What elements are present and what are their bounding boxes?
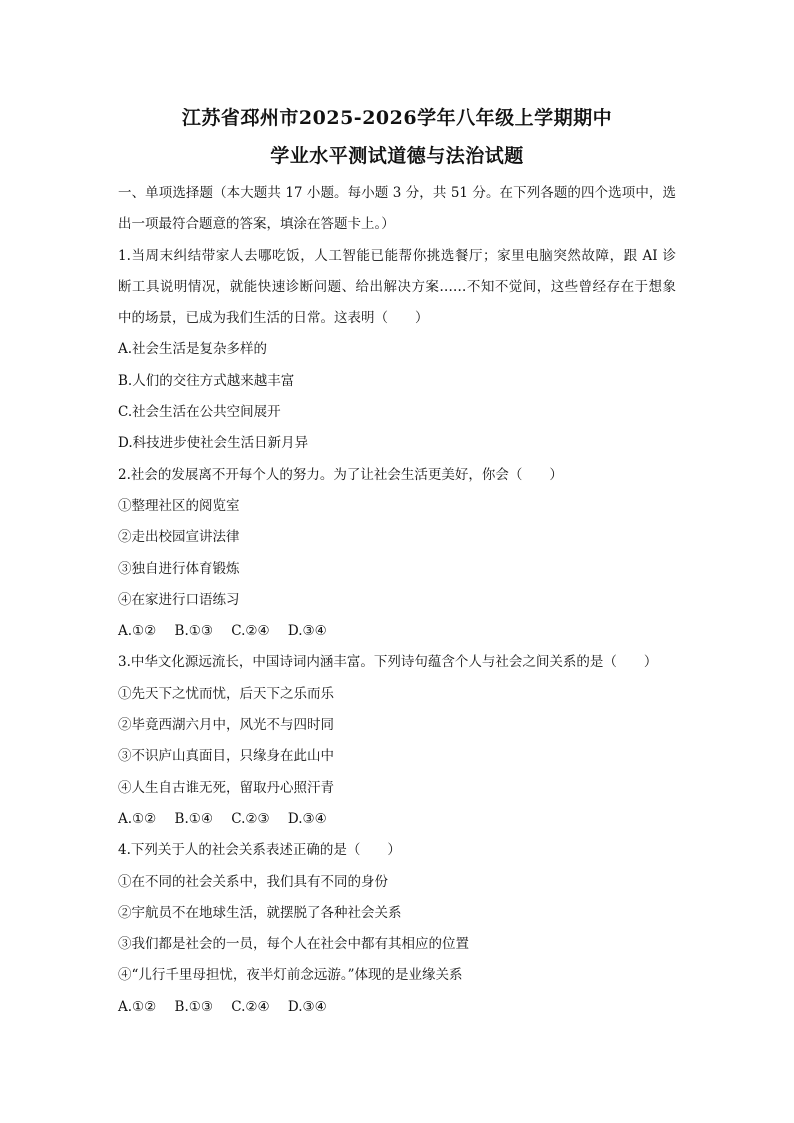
answer-choice: D.③④ bbox=[287, 998, 327, 1015]
answer-choice: A.①② bbox=[118, 998, 157, 1015]
question-3 bbox=[118, 647, 676, 835]
section-header-line: 出一项最符合题意的答案，填涂在答题卡上。） bbox=[118, 216, 395, 233]
answer-choices-row bbox=[118, 992, 676, 1023]
question-stem-line: 3.中华文化源远流长，中国诗词内涵丰富。下列诗句蕴含个人与社会之间关系的是（ ） bbox=[118, 654, 658, 671]
answer-choice: B.①④ bbox=[174, 810, 213, 827]
answer-choice: B.①③ bbox=[174, 623, 213, 640]
question-item: ①先天下之忧而忧，后天下之乐而乐 bbox=[118, 685, 334, 702]
question-item: ①在不同的社会关系中，我们具有不同的身份 bbox=[118, 873, 388, 890]
answer-option: D.科技进步使社会生活日新月异 bbox=[118, 435, 309, 452]
answer-choice: C.②③ bbox=[231, 810, 270, 827]
answer-option: C.社会生活在公共空间展开 bbox=[118, 404, 281, 421]
answer-option: B.人们的交往方式越来越丰富 bbox=[118, 372, 295, 389]
question-item: ①整理社区的阅览室 bbox=[118, 497, 240, 514]
question-item: ②走出校园宣讲法律 bbox=[118, 529, 240, 546]
exam-content bbox=[118, 178, 676, 1023]
answer-choice: C.②④ bbox=[231, 998, 270, 1015]
question-stem-line: 2.社会的发展离不开每个人的努力。为了让社会生活更美好，你会（ ） bbox=[118, 466, 563, 483]
answer-choice: D.③④ bbox=[287, 810, 327, 827]
question-item: ③我们都是社会的一员，每个人在社会中都有其相应的位置 bbox=[118, 936, 469, 953]
question-stem-line: 断工具说明情况，就能快速诊断问题、给出解决方案……不知不觉间，这些曾经存在于想象 bbox=[118, 278, 676, 295]
question-2 bbox=[118, 460, 676, 648]
exam-title-line2: 学业水平测试道德与法治试题 bbox=[270, 145, 524, 167]
question-stem-line: 中的场景，已成为我们生活的日常。这表明（ ） bbox=[118, 310, 429, 327]
question-item: ④在家进行口语练习 bbox=[118, 591, 240, 608]
question-stem-line: 4.下列关于人的社会关系表述正确的是（ ） bbox=[118, 842, 401, 859]
question-item: ④“儿行千里母担忧，夜半灯前念远游。”体现的是业缘关系 bbox=[118, 967, 463, 984]
answer-choice: D.③④ bbox=[287, 623, 327, 640]
answer-choices-row bbox=[118, 616, 676, 647]
question-item: ②毕竟西湖六月中，风光不与四时同 bbox=[118, 717, 334, 734]
answer-choice: A.①② bbox=[118, 623, 157, 640]
question-1 bbox=[118, 241, 676, 460]
exam-title-line1: 江苏省邳州市2025-2026学年八年级上学期期中 bbox=[181, 107, 613, 129]
question-item: ③不识庐山真面目，只缘身在此山中 bbox=[118, 748, 334, 765]
answer-choices-row bbox=[118, 804, 676, 835]
question-item: ④人生自古谁无死，留取丹心照汗青 bbox=[118, 779, 334, 796]
section-header-line: 一、单项选择题（本大题共 17 小题。每小题 3 分，共 51 分。在下列各题的四个选项中，选 bbox=[118, 185, 676, 201]
question-item: ②宇航员不在地球生活，就摆脱了各种社会关系 bbox=[118, 904, 402, 921]
question-item: ③独自进行体育锻炼 bbox=[118, 560, 240, 577]
answer-choice: A.①② bbox=[118, 810, 157, 827]
answer-choice: B.①③ bbox=[174, 998, 213, 1015]
answer-choice: C.②④ bbox=[231, 623, 270, 640]
question-stem-line: 1.当周末纠结带家人去哪吃饭，人工智能已能帮你挑选餐厅；家里电脑突然故障，跟 AI 诊 bbox=[118, 247, 676, 264]
question-4 bbox=[118, 835, 676, 1023]
answer-option: A.社会生活是复杂多样的 bbox=[118, 341, 268, 358]
